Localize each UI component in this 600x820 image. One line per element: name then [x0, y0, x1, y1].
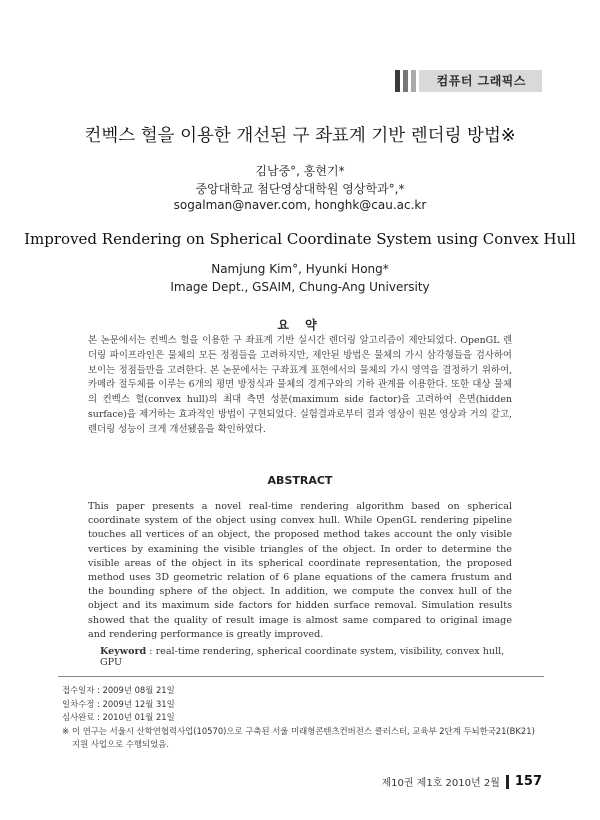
abstract-korean-heading: 요 약 [277, 318, 323, 332]
received-date: 접수일자 : 2009년 08월 21일 [62, 685, 175, 695]
journal-issue: 제10권 제1호 2010년 2월 [381, 778, 500, 789]
funding-note-text: 이 연구는 서울시 산학연협력사업(10570)으로 구축된 서울 미래형콘텐츠컨버전스 클러스터, 교육부 2단계 두뇌한국21(BK21) 지원 사업으로 수행되었음. [72, 725, 535, 750]
tag-bar [411, 70, 416, 92]
paper-title-korean: 컨벡스 헐을 이용한 개선된 구 좌표계 기반 렌더링 방법※ [84, 126, 516, 146]
keywords [100, 646, 520, 668]
abstract-english-body: This paper presents a novel real-time rendering algorithm based on spherical coordinate system of the object using convex hull. While OpenGL rendering pipeline touches all vertices of an object, the proposed method takes account the only visible vertices by examining the visible triangles of the object. In order to determine the visible areas of the object in its spherical coordinate representation, the proposed method uses 3D geometric relation of 6 plane equations of the camera frustum and the bounding sphere of the object. In addition, we compute the convex hull of the object and its maximum side factors for hidden surface removal. Simulation results showed that the quality of result image is almost same compared to original image and rendering performance is greatly improved. [88, 501, 512, 640]
tag-bar [395, 70, 400, 92]
page-footer [381, 774, 542, 789]
abstract-english-heading: ABSTRACT [267, 474, 333, 487]
section-tag [395, 70, 542, 92]
funding-note [62, 725, 542, 752]
note-mark: ※ [62, 725, 70, 736]
abstract-korean-body: 본 논문에서는 컨벡스 헐을 이용한 구 좌표계 기반 실시간 렌더링 알고리즘이 제안되었다. OpenGL 렌더링 파이프라인은 물체의 모든 정점들을 고려하지만, 제안된 방법은 물체의 가시 삼각형들을 검사하여 보이는 정점들만을 고려한다. 본 논문에서는 구좌표계 표현에서의 물체의 가시 영역을 결정하기 위하여, 카메라 절두체를 이루는 6개의 평면 방정식과 물체의 경계구와의 기하 관계를 이용한다. 또한 대상 물체의 컨벡스 헐(convex hull)의 최대 측면 성분(maximum side factor)을 고려하여 은면(hidden surface)을 제거하는 효과적인 방법이 구현되었다. 실험결과로부터 결과 영상이 원본 영상과 거의 같고, 렌더링 성능이 크게 개선됐음을 확인하였다. [88, 335, 512, 435]
authors-english: Namjung Kim°, Hyunki Hong* [211, 262, 389, 276]
page-number: 157 [514, 774, 542, 789]
keywords-list: : real-time rendering, spherical coordinate system, visibility, convex hull, GPU [100, 646, 505, 668]
tag-bar [403, 70, 408, 92]
affiliation-english: Image Dept., GSAIM, Chung-Ang University [170, 280, 430, 294]
authors-korean: 김남중°, 홍현기* [255, 164, 345, 178]
author-emails: sogalman@naver.com, honghk@cau.ac.kr [173, 198, 427, 212]
footer-separator [506, 775, 509, 789]
accepted-date: 심사완료 : 2010년 01월 21일 [62, 712, 175, 723]
keywords-label: Keyword [100, 646, 147, 657]
revised-date: 일차수정 : 2009년 12월 31일 [62, 698, 175, 709]
paper-title-english: Improved Rendering on Spherical Coordinate System using Convex Hull [24, 230, 576, 248]
section-label: 컴퓨터 그래픽스 [419, 70, 542, 92]
footnotes [62, 684, 542, 752]
affiliation-korean: 중앙대학교 첨단영상대학원 영상학과°,* [195, 182, 405, 196]
footnote-divider [58, 676, 544, 677]
